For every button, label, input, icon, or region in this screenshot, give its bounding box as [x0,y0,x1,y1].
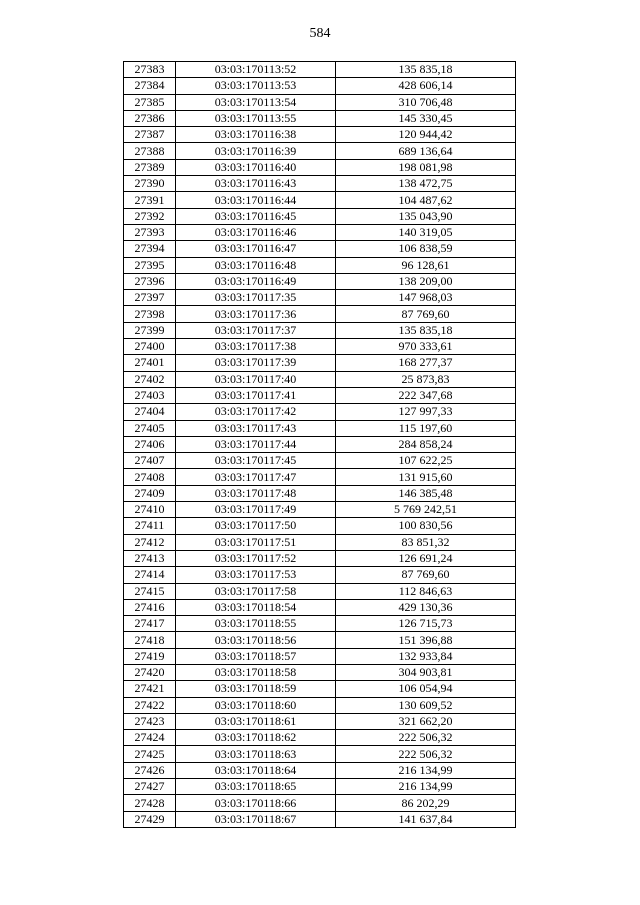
value-cell: 147 968,03 [336,290,516,306]
table-row [124,616,516,632]
cadastral-number-cell: 03:03:170118:60 [176,697,336,713]
value-cell: 135 835,18 [336,322,516,338]
row-number-cell: 27404 [124,404,176,420]
table-row [124,387,516,403]
row-number-cell: 27410 [124,502,176,518]
row-number-cell: 27424 [124,730,176,746]
row-number-cell: 27394 [124,241,176,257]
cadastral-number-cell: 03:03:170118:58 [176,664,336,680]
cadastral-number-cell: 03:03:170113:53 [176,78,336,94]
table-row [124,795,516,811]
table-row [124,224,516,240]
table-row [124,404,516,420]
cadastral-number-cell: 03:03:170118:62 [176,730,336,746]
row-number-cell: 27390 [124,176,176,192]
table-row [124,273,516,289]
value-cell: 83 851,32 [336,534,516,550]
row-number-cell: 27400 [124,339,176,355]
row-number-cell: 27402 [124,371,176,387]
row-number-cell: 27386 [124,110,176,126]
row-number-cell: 27411 [124,518,176,534]
cadastral-number-cell: 03:03:170118:59 [176,681,336,697]
value-cell: 127 997,33 [336,404,516,420]
row-number-cell: 27409 [124,485,176,501]
row-number-cell: 27383 [124,62,176,78]
row-number-cell: 27408 [124,469,176,485]
value-cell: 429 130,36 [336,599,516,615]
value-cell: 86 202,29 [336,795,516,811]
table-row [124,485,516,501]
cadastral-number-cell: 03:03:170117:38 [176,339,336,355]
cadastral-number-cell: 03:03:170117:53 [176,567,336,583]
cadastral-number-cell: 03:03:170113:52 [176,62,336,78]
row-number-cell: 27388 [124,143,176,159]
cadastral-number-cell: 03:03:170118:55 [176,616,336,632]
value-cell: 284 858,24 [336,436,516,452]
table-row [124,62,516,78]
table-row [124,339,516,355]
table-row [124,143,516,159]
table-row [124,78,516,94]
table-row [124,257,516,273]
row-number-cell: 27414 [124,567,176,583]
row-number-cell: 27385 [124,94,176,110]
value-cell: 96 128,61 [336,257,516,273]
cadastral-number-cell: 03:03:170116:44 [176,192,336,208]
page-number: 584 [309,26,331,41]
row-number-cell: 27417 [124,616,176,632]
value-cell: 689 136,64 [336,143,516,159]
value-cell: 120 944,42 [336,127,516,143]
cadastral-number-cell: 03:03:170116:40 [176,159,336,175]
cadastral-number-cell: 03:03:170117:47 [176,469,336,485]
row-number-cell: 27427 [124,779,176,795]
row-number-cell: 27384 [124,78,176,94]
value-cell: 138 472,75 [336,176,516,192]
row-number-cell: 27418 [124,632,176,648]
cadastral-number-cell: 03:03:170117:40 [176,371,336,387]
value-cell: 216 134,99 [336,762,516,778]
table-row [124,518,516,534]
value-cell: 104 487,62 [336,192,516,208]
table-row [124,583,516,599]
row-number-cell: 27425 [124,746,176,762]
cadastral-number-cell: 03:03:170117:48 [176,485,336,501]
cadastral-number-cell: 03:03:170117:52 [176,550,336,566]
table-row [124,110,516,126]
value-cell: 25 873,83 [336,371,516,387]
value-cell: 126 691,24 [336,550,516,566]
row-number-cell: 27412 [124,534,176,550]
row-number-cell: 27398 [124,306,176,322]
cadastral-number-cell: 03:03:170118:66 [176,795,336,811]
cadastral-number-cell: 03:03:170118:56 [176,632,336,648]
table-row [124,681,516,697]
cadastral-number-cell: 03:03:170116:47 [176,241,336,257]
value-cell: 130 609,52 [336,697,516,713]
table-row [124,208,516,224]
cadastral-number-cell: 03:03:170116:46 [176,224,336,240]
cadastral-number-cell: 03:03:170116:39 [176,143,336,159]
cadastral-number-cell: 03:03:170117:39 [176,355,336,371]
value-cell: 310 706,48 [336,94,516,110]
table-row [124,453,516,469]
table-row [124,322,516,338]
row-number-cell: 27420 [124,664,176,680]
value-cell: 135 043,90 [336,208,516,224]
table-row [124,664,516,680]
cadastral-number-cell: 03:03:170118:63 [176,746,336,762]
cadastral-number-cell: 03:03:170117:50 [176,518,336,534]
value-cell: 115 197,60 [336,420,516,436]
cadastral-number-cell: 03:03:170118:67 [176,811,336,827]
table-row [124,697,516,713]
value-cell: 222 506,32 [336,746,516,762]
table-row [124,306,516,322]
table-row [124,94,516,110]
cadastral-number-cell: 03:03:170117:58 [176,583,336,599]
value-cell: 428 606,14 [336,78,516,94]
cadastral-number-cell: 03:03:170117:42 [176,404,336,420]
value-cell: 151 396,88 [336,632,516,648]
table-row [124,713,516,729]
row-number-cell: 27406 [124,436,176,452]
cadastral-number-cell: 03:03:170117:36 [176,306,336,322]
table-row [124,192,516,208]
cadastral-number-cell: 03:03:170113:54 [176,94,336,110]
row-number-cell: 27391 [124,192,176,208]
row-number-cell: 27413 [124,550,176,566]
row-number-cell: 27397 [124,290,176,306]
table-row [124,290,516,306]
table-row [124,176,516,192]
row-number-cell: 27405 [124,420,176,436]
table-body [124,62,516,828]
value-cell: 131 915,60 [336,469,516,485]
row-number-cell: 27422 [124,697,176,713]
row-number-cell: 27389 [124,159,176,175]
parcel-value-table [123,61,516,828]
value-cell: 106 838,59 [336,241,516,257]
cadastral-number-cell: 03:03:170116:45 [176,208,336,224]
value-cell: 5 769 242,51 [336,502,516,518]
table-row [124,420,516,436]
row-number-cell: 27393 [124,224,176,240]
value-cell: 321 662,20 [336,713,516,729]
cadastral-number-cell: 03:03:170117:37 [176,322,336,338]
row-number-cell: 27423 [124,713,176,729]
table-row [124,779,516,795]
value-cell: 126 715,73 [336,616,516,632]
value-cell: 168 277,37 [336,355,516,371]
row-number-cell: 27426 [124,762,176,778]
cadastral-number-cell: 03:03:170117:35 [176,290,336,306]
table-row [124,534,516,550]
value-cell: 304 903,81 [336,664,516,680]
table-row [124,355,516,371]
value-cell: 87 769,60 [336,306,516,322]
table-row [124,159,516,175]
row-number-cell: 27419 [124,648,176,664]
value-cell: 112 846,63 [336,583,516,599]
row-number-cell: 27392 [124,208,176,224]
table-row [124,811,516,827]
cadastral-number-cell: 03:03:170117:49 [176,502,336,518]
row-number-cell: 27399 [124,322,176,338]
table-row [124,241,516,257]
table-row [124,567,516,583]
table-row [124,436,516,452]
value-cell: 87 769,60 [336,567,516,583]
cadastral-number-cell: 03:03:170117:44 [176,436,336,452]
row-number-cell: 27421 [124,681,176,697]
value-cell: 222 347,68 [336,387,516,403]
row-number-cell: 27403 [124,387,176,403]
cadastral-number-cell: 03:03:170117:45 [176,453,336,469]
table-row [124,599,516,615]
table-row [124,550,516,566]
table-row [124,746,516,762]
table-row [124,648,516,664]
row-number-cell: 27415 [124,583,176,599]
cadastral-number-cell: 03:03:170118:65 [176,779,336,795]
row-number-cell: 27429 [124,811,176,827]
value-cell: 135 835,18 [336,62,516,78]
value-cell: 216 134,99 [336,779,516,795]
value-cell: 222 506,32 [336,730,516,746]
row-number-cell: 27396 [124,273,176,289]
row-number-cell: 27387 [124,127,176,143]
value-cell: 198 081,98 [336,159,516,175]
row-number-cell: 27401 [124,355,176,371]
cadastral-number-cell: 03:03:170118:57 [176,648,336,664]
table-row [124,469,516,485]
cadastral-number-cell: 03:03:170117:41 [176,387,336,403]
value-cell: 146 385,48 [336,485,516,501]
row-number-cell: 27407 [124,453,176,469]
cadastral-number-cell: 03:03:170116:49 [176,273,336,289]
value-cell: 138 209,00 [336,273,516,289]
value-cell: 141 637,84 [336,811,516,827]
cadastral-number-cell: 03:03:170118:54 [176,599,336,615]
value-cell: 132 933,84 [336,648,516,664]
row-number-cell: 27416 [124,599,176,615]
cadastral-number-cell: 03:03:170116:38 [176,127,336,143]
cadastral-number-cell: 03:03:170117:51 [176,534,336,550]
value-cell: 106 054,94 [336,681,516,697]
value-cell: 140 319,05 [336,224,516,240]
cadastral-number-cell: 03:03:170118:61 [176,713,336,729]
cadastral-number-cell: 03:03:170117:43 [176,420,336,436]
value-cell: 145 330,45 [336,110,516,126]
table-row [124,762,516,778]
table-row [124,632,516,648]
table-row [124,371,516,387]
cadastral-number-cell: 03:03:170116:43 [176,176,336,192]
cadastral-number-cell: 03:03:170116:48 [176,257,336,273]
value-cell: 970 333,61 [336,339,516,355]
value-cell: 107 622,25 [336,453,516,469]
value-cell: 100 830,56 [336,518,516,534]
cadastral-number-cell: 03:03:170113:55 [176,110,336,126]
row-number-cell: 27395 [124,257,176,273]
table-row [124,127,516,143]
row-number-cell: 27428 [124,795,176,811]
table-row [124,730,516,746]
cadastral-number-cell: 03:03:170118:64 [176,762,336,778]
table-row [124,502,516,518]
